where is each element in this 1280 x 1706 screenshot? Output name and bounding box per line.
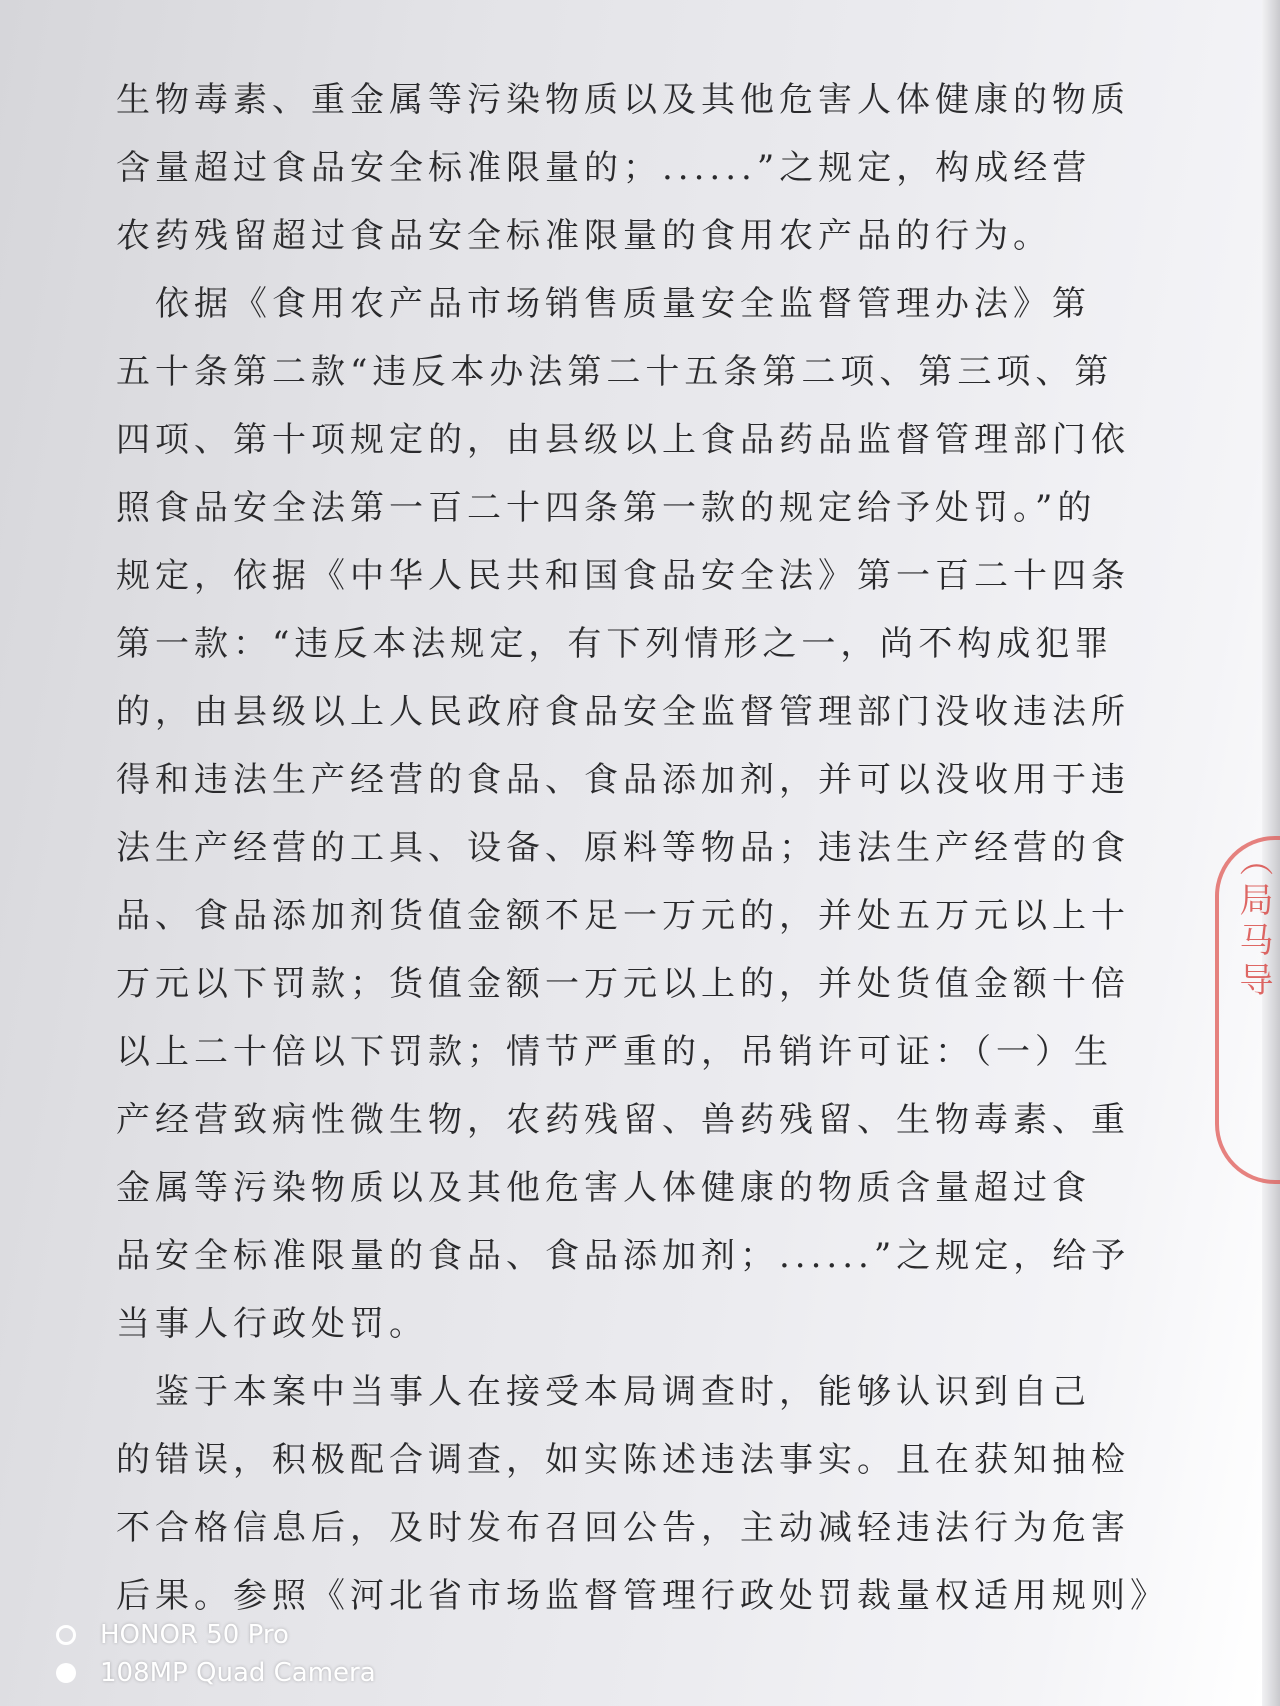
watermark-row-camera xyxy=(56,1654,376,1692)
text-line: 第一款：“违反本法规定，有下列情形之一，尚不构成犯罪 xyxy=(116,624,1114,664)
dot-icon xyxy=(56,1663,76,1683)
text-line: 得和违法生产经营的食品、食品添加剂，并可以没收用于违 xyxy=(116,760,1130,800)
text-line: 法生产经营的工具、设备、原料等物品；违法生产经营的食 xyxy=(116,828,1130,868)
text-line: 金属等污染物质以及其他危害人体健康的物质含量超过食 xyxy=(116,1168,1091,1208)
text-line: 鉴于本案中当事人在接受本局调查时，能够认识到自己 xyxy=(116,1372,1091,1412)
text-line: 四项、第十项规定的，由县级以上食品药品监督管理部门依 xyxy=(116,420,1130,460)
text-line: 当事人行政处罚。 xyxy=(116,1304,428,1344)
text-line: 规定，依据《中华人民共和国食品安全法》第一百二十四条 xyxy=(116,556,1130,596)
text-line: 品安全标准限量的食品、食品添加剂；......”之规定，给予 xyxy=(116,1236,1131,1276)
watermark-camera: 108MP Quad Camera xyxy=(100,1658,376,1688)
watermark-model: HONOR 50 Pro xyxy=(100,1620,289,1650)
camera-watermark xyxy=(56,1616,376,1692)
text-line: 照食品安全法第一百二十四条第一款的规定给予处罚。”的 xyxy=(116,488,1097,528)
text-line: 万元以下罚款；货值金额一万元以上的，并处货值金额十倍 xyxy=(116,964,1130,1004)
text-line: 产经营致病性微生物，农药残留、兽药残留、生物毒素、重 xyxy=(116,1100,1130,1140)
text-line: 后果。参照《河北省市场监督管理行政处罚裁量权适用规则》 xyxy=(116,1576,1169,1616)
text-line: 生物毒素、重金属等污染物质以及其他危害人体健康的物质 xyxy=(116,80,1130,120)
text-line: 含量超过食品安全标准限量的；......”之规定，构成经营 xyxy=(116,148,1092,188)
watermark-row-model xyxy=(56,1616,376,1654)
text-line: 的错误，积极配合调查，如实陈述违法事实。且在获知抽检 xyxy=(116,1440,1130,1480)
text-line: 依据《食用农产品市场销售质量安全监督管理办法》第 xyxy=(116,284,1091,324)
text-line: 五十条第二款“违反本办法第二十五条第二项、第三项、第 xyxy=(116,352,1114,392)
text-line: 农药残留超过食品安全标准限量的食用农产品的行为。 xyxy=(116,216,1052,256)
text-line: 品、食品添加剂货值金额不足一万元的，并处五万元以上十 xyxy=(116,896,1130,936)
document-body xyxy=(116,66,1169,1630)
text-line: 不合格信息后，及时发布召回公告，主动减轻违法行为危害 xyxy=(116,1508,1130,1548)
seal-stamp-text: （局马导 xyxy=(1233,842,1273,1002)
ring-icon xyxy=(56,1625,76,1645)
text-line: 以上二十倍以下罚款；情节严重的，吊销许可证：（一）生 xyxy=(116,1032,1113,1072)
text-line: 的，由县级以上人民政府食品安全监督管理部门没收违法所 xyxy=(116,692,1130,732)
